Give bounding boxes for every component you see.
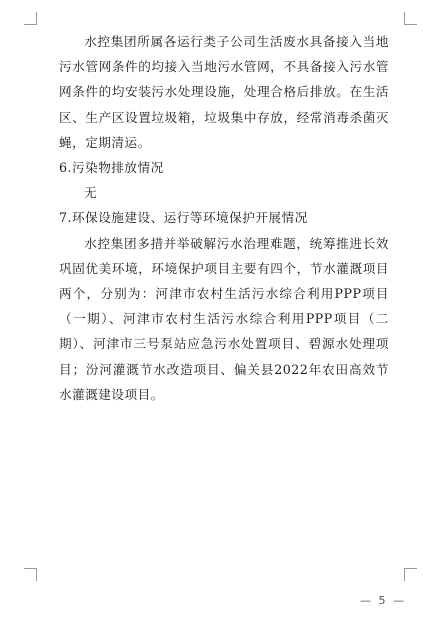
crop-mark-top-right — [404, 12, 417, 25]
section-heading-environmental-protection: 7.环保设施建设、运行等环境保护开展情况 — [59, 210, 308, 226]
paragraph-projects: 水控集团多措并举破解污水治理难题，统筹推进长效巩固优美环境，环境保护项目主要有四个，节水灌溉项目两个，分别为：河津市农村生活污水综合利用PPP项目（一期）、河津市农村生活污水综合利用PPP项目（二期）、河津市三号泵站应急污水处置项目、碧源水处理项目；汾河灌溉节水改造项目、偏关县2022年农田高效节水灌溉建设项目。 — [59, 235, 389, 402]
crop-mark-bottom-left — [24, 568, 37, 581]
section-heading-pollutant-discharge: 6.污染物排放情况 — [59, 160, 164, 176]
page-number: — 5 — — [360, 594, 406, 607]
section-body-none: 无 — [84, 185, 97, 201]
paragraph-wastewater: 水控集团所属各运行类子公司生活废水具备接入当地污水管网条件的均接入当地污水管网，不具备接入污水管网条件的均安装污水处理设施，处理合格后排放。在生活区、生产区设置垃圾箱，垃圾集中存放，经常消毒杀菌灭蝇，定期清运。 — [59, 34, 389, 150]
document-body — [59, 29, 389, 407]
crop-mark-top-left — [24, 12, 37, 25]
crop-mark-bottom-right — [404, 568, 417, 581]
